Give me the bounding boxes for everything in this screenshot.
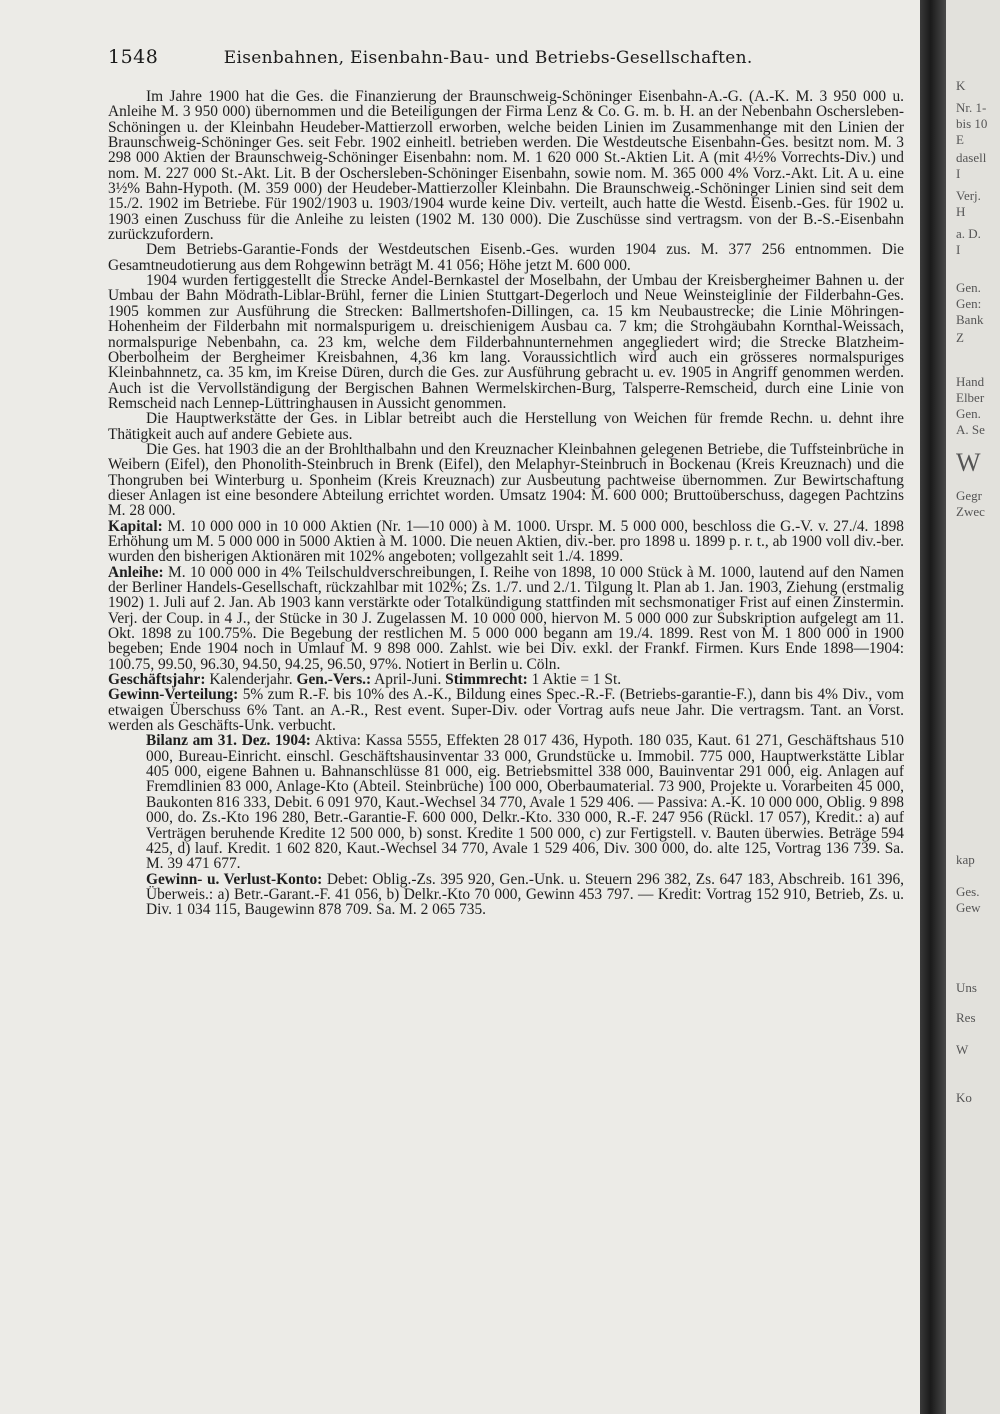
page-fragment: W xyxy=(956,1042,969,1057)
section-anleihe xyxy=(108,565,904,672)
section-gewinn-verteilung xyxy=(108,687,904,733)
section-text: M. 10 000 000 in 10 000 Aktien (Nr. 1—10 000) à M. 1000. Urspr. M. 5 000 000, beschloss die G.-V. v. 27./4. 1898 Erhöhung um M. 5 000 000 in 5000 Aktien à M. 1000. Die neuen Aktien, div.-ber. pro 1898 u. 1899 p. r. t., ab 1900 voll div.-ber. wurden den bisherigen Aktionären mit 102% angeboten; vollgezahlt seit 1./4. 1899. xyxy=(108,517,904,566)
page-header xyxy=(108,46,768,68)
section-text: Aktiva: Kassa 5555, Effekten 28 017 436, Hypoth. 180 035, Kaut. 61 271, Geschäftshaus 510 000, Bureau-Einricht. einschl. Geschäftshausinventar 33 000, Grundstücke u. Immobil. 775 000, Hauptwerkstätte Liblar 405 000, eigene Bahnen u. Bahnanschlüsse 81 000, eig. Betriebsmittel 338 000, Bauinventar 291 000, eig. Anlagen auf Fremdlinien 83 000, Anlage-Kto (Abteil. Steinbrüche) 100 000, Oberbaumaterial. 73 900, Projekte u. Vorarbeiten 45 000, Baukonten 816 333, Debit. 6 091 970, Kaut.-Wechsel 34 770, Avale 1 529 406. — Passiva: A.-K. 10 000 000, Oblig. 9 898 000, do. Zs.-Kto 196 280, Betr.-Garantie-F. 600 000, Delkr.-Kto. 330 000, R.-F. 247 956 (Rückl. 17 057), Kredit.: a) auf Verträgen beruhende Kredite 12 500 000, b) sonst. Kredite 1 500 000, c) zur Fertigstell. v. Bauten überwies. Beträge 594 425, d) lauf. Kredit. 1 602 820, Kaut.-Wechsel 34 770, Avale 1 529 406, Div. 300 000, do. alte 125, Vortrag 136 739. Sa. M. 39 471 677. xyxy=(146,732,904,873)
page-fragment: Gen. xyxy=(956,280,981,295)
page-fragment: Elber xyxy=(956,390,985,405)
paragraph: Die Hauptwerkstätte der Ges. in Liblar betreibt auch die Herstellung von Weichen für fremde Rechn. u. dehnt ihre Thätigkeit auch auf andere Gebiete aus. xyxy=(108,410,904,443)
section-label: Anleihe: xyxy=(108,563,164,581)
page-fragment: I xyxy=(956,166,961,181)
section-text: Debet: Oblig.-Zs. 395 920, Gen.-Unk. u. Steuern 296 382, Zs. 647 183, Abschreib. 161 396, Überweis.: a) Betr.-Garant.-F. 41 056, b) Delkr.-Kto 70 000, Gewinn 453 797. — Kredit: Vortrag 152 910, Betrieb, Zs. u. Div. 1 034 115, Baugewinn 878 709. Sa. M. 2 065 735. xyxy=(146,870,904,919)
book-gutter xyxy=(920,0,946,1414)
section-label: Stimmrecht: xyxy=(445,671,528,689)
page-number: 1548 xyxy=(108,46,159,68)
section-label: Gewinn- u. Verlust-Konto: xyxy=(146,870,323,888)
page-fragment: Ko xyxy=(956,1090,972,1105)
section-label: Kapital: xyxy=(108,517,163,535)
paragraph: Im Jahre 1900 hat die Ges. die Finanzierung der Braunschweig-Schöninger Eisenbahn-A.-G. (A.-K. M. 3 950 000 u. Anleihe M. 3 950 000) übernommen und die Beteiligungen der Firma Lenz & Co. G. m. b. H. an der Nebenbahn Oschersleben-Schöningen u. der Kleinbahn Heudeber-Mattierzoll erworben, welche beiden Linien im Zusammenhange mit den Linien der Braunschweig-Schöninger Ges. seit Febr. 1902 einheitl. betrieben werden. Die Westdeutsche Eisenbahn-Ges. besitzt nom. M. 3 298 000 Aktien der Braunschweig-Schöninger Eisenbahn: nom. M. 1 620 000 St.-Aktien Lit. A (mit 4½% Vorrechts-Div.) und nom. M. 227 000 St.-Akt. Lit. B der Oschersleben-Schöninger Eisenbahn, sowie nom. M. 365 000 4% Vorz.-Akt. Lit. A u. eine 3½% Bahn-Hypoth. (M. 359 000) der Heudeber-Mattierzoller Kleinbahn. Die Braunschweig.-Schöninger Linien sind seit dem 15./2. 1902 im Betriebe. Für 1902/1903 u. 1903/1904 wurde keine Div. verteilt, auch hatte die Westd. Eisenb.-Ges. für 1902 u. 1903 einen Zuschuss für die Anleihe zu leisten (1902 M. 130 000). Die Zuschüsse sind vertragsm. von der B.-S.-Eisenbahn zurückzufordern. xyxy=(108,88,904,244)
section-text: 5% zum R.-F. bis 10% des A.-K., Bildung eines Spec.-R.-F. (Betriebs-garantie-F.), dann bis 4% Div., vom etwaigen Überschuss 6% Tant. an A.-R., Rest event. Super-Div. oder Vortrag aufs neue Jahr. Die vertragsm. Tant. an Vorst. werden als Geschäfts-Unk. verbucht. xyxy=(108,686,904,735)
section-gewinn-verlust-konto xyxy=(108,872,904,918)
page-fragment: dasell xyxy=(956,150,987,165)
page-fragment: K xyxy=(956,78,966,93)
page-fragment: Gen. xyxy=(956,406,981,421)
section-kapital xyxy=(108,519,904,565)
paragraph: Die Ges. hat 1903 die an der Brohlthalbahn und den Kreuznacher Kleinbahnen gelegenen Betriebe, die Tuffsteinbrüche in Weibern (Eifel), den Phonolith-Steinbruch in Brenk (Eifel), den Melaphyr-Steinbruch in Bockenau (Kreis Kreuznach) und die Thongruben bei Winterburg u. Sponheim (Kreis Kreuznach) zur Ausbeutung pachtweise übernommen. Zur Bewirtschaftung dieser Anlagen ist eine besondere Abteilung errichtet worden. Umsatz 1904: M. 600 000; Bruttoüberschuss, dagegen Pachtzins M. 28 000. xyxy=(108,440,904,520)
page-fragment: H xyxy=(956,204,966,219)
section-text: April-Juni. xyxy=(371,671,446,689)
section-text: 1 Aktie = 1 St. xyxy=(527,671,622,689)
section-label: Bilanz am 31. Dez. 1904: xyxy=(146,732,311,750)
page-fragment: E xyxy=(956,132,964,147)
paragraph: Dem Betriebs-Garantie-Fonds der Westdeutschen Eisenb.-Ges. wurden 1904 zus. M. 377 256 entnommen. Die Gesamtneudotierung aus dem Rohgewinn beträgt M. 41 056; Höhe jetzt M. 600 000. xyxy=(108,241,904,274)
page-fragment: Res xyxy=(956,1010,976,1025)
body-text xyxy=(108,89,904,918)
page-fragment: Bank xyxy=(956,312,984,327)
page-fragment: a. D. xyxy=(956,226,981,241)
page-fragment: Nr. 1- xyxy=(956,100,987,115)
paragraph: 1904 wurden fertiggestellt die Strecke Andel-Bernkastel der Moselbahn, der Umbau der Kreisbergheimer Bahnen u. der Umbau der Bahn Mödrath-Liblar-Brühl, ferner die Linien Stuttgart-Degerloch und Neue Weinsteiglinie der Filderbahn-Ges. 1905 kommen zur Ausführung die Strecken: Ballmertshofen-Dillingen, ca. 15 km Neubaustrecke; die Linie Möhringen-Hohenheim der Filderbahn mit normalspurigem u. dreischienigem Ausbau ca. 7 km; die Strohgäubahn Kornthal-Weissach, normalspurige Nebenbahn, ca. 23 km, welche dem Filderbahnunternehmen angegliedert wird; die Strecke Blatzheim-Oberbolheim der Bergheimer Kreisbahnen, 4,36 km lang. Voraussichtlich wird auch ein grösseres normalspuriges Kleinbahnnetz, ca. 35 km, im Kreise Düren, durch die Ges. zur Ausführung gebracht u. ev. 1905 in Angriff genommen werden. Auch ist die Vervollständigung der Bergischen Bahnen Wermelskirchen-Burg, Talsperre-Remscheid, durch eine Linie von Remscheid nach Lennep-Lüttringhausen in Aussicht genommen. xyxy=(108,272,904,412)
section-label: Geschäftsjahr: xyxy=(108,671,206,689)
section-geschaeftsjahr xyxy=(108,672,904,687)
section-label: Gen.-Vers.: xyxy=(296,671,372,689)
page-fragment: Uns xyxy=(956,980,977,995)
page-fragment: bis 10 xyxy=(956,116,988,131)
page-fragment: I xyxy=(956,242,961,257)
page-fragment: Zwec xyxy=(956,504,985,519)
section-label: Gewinn-Verteilung: xyxy=(108,686,239,704)
page-fragment: Verj. xyxy=(956,188,981,203)
page-fragment: kap xyxy=(956,852,975,867)
section-text: M. 10 000 000 in 4% Teilschuldverschreibungen, I. Reihe von 1898, 10 000 Stück à M. 1000, lautend auf den Namen der Berliner Handels-Gesellschaft, rückzahlbar mit 102%; Zs. 1./7. und 2./1. Tilgung lt. Plan ab 1. Jan. 1903, Ziehung (erstmalig 1902) 1. Juli auf 2. Jan. Ab 1903 kann verstärkte oder Totalkündigung stattfinden mit sechsmonatiger Frist auf einen Zinstermin. Verj. der Coup. in 4 J., der Stücke in 30 J. Zugelassen M. 10 000 000, hiervon M. 5 000 000 zur Subskription aufgelegt am 11. Okt. 1898 zu 100.75%. Die Begebung der restlichen M. 5 000 000 begann am 19./4. 1899. Rest von M. 1 800 000 in 1900 begeben; Ende 1904 noch in Umlauf M. 9 898 000. Zahlst. wie bei Div. exkl. der Frankf. Firmen. Kurs Ende 1898—1904: 100.75, 99.50, 96.30, 94.50, 94.25, 96.50, 97%. Notiert in Berlin u. Cöln. xyxy=(108,563,904,673)
page-fragment: W xyxy=(956,448,981,477)
page-fragment: Hand xyxy=(956,374,985,389)
adjacent-page-edge xyxy=(946,0,1000,1414)
page-fragment: A. Se xyxy=(956,422,985,437)
page-fragment: Gegr xyxy=(956,488,982,503)
page-fragment: Ges. xyxy=(956,884,980,899)
page-fragment: Z xyxy=(956,330,964,345)
page-fragment: Gew xyxy=(956,900,981,915)
section-text: Kalenderjahr. xyxy=(205,671,297,689)
running-head: Eisenbahnen, Eisenbahn-Bau- und Betriebs-Gesellschaften. xyxy=(223,48,753,68)
section-bilanz xyxy=(108,733,904,871)
page-fragment: Gen: xyxy=(956,296,982,311)
